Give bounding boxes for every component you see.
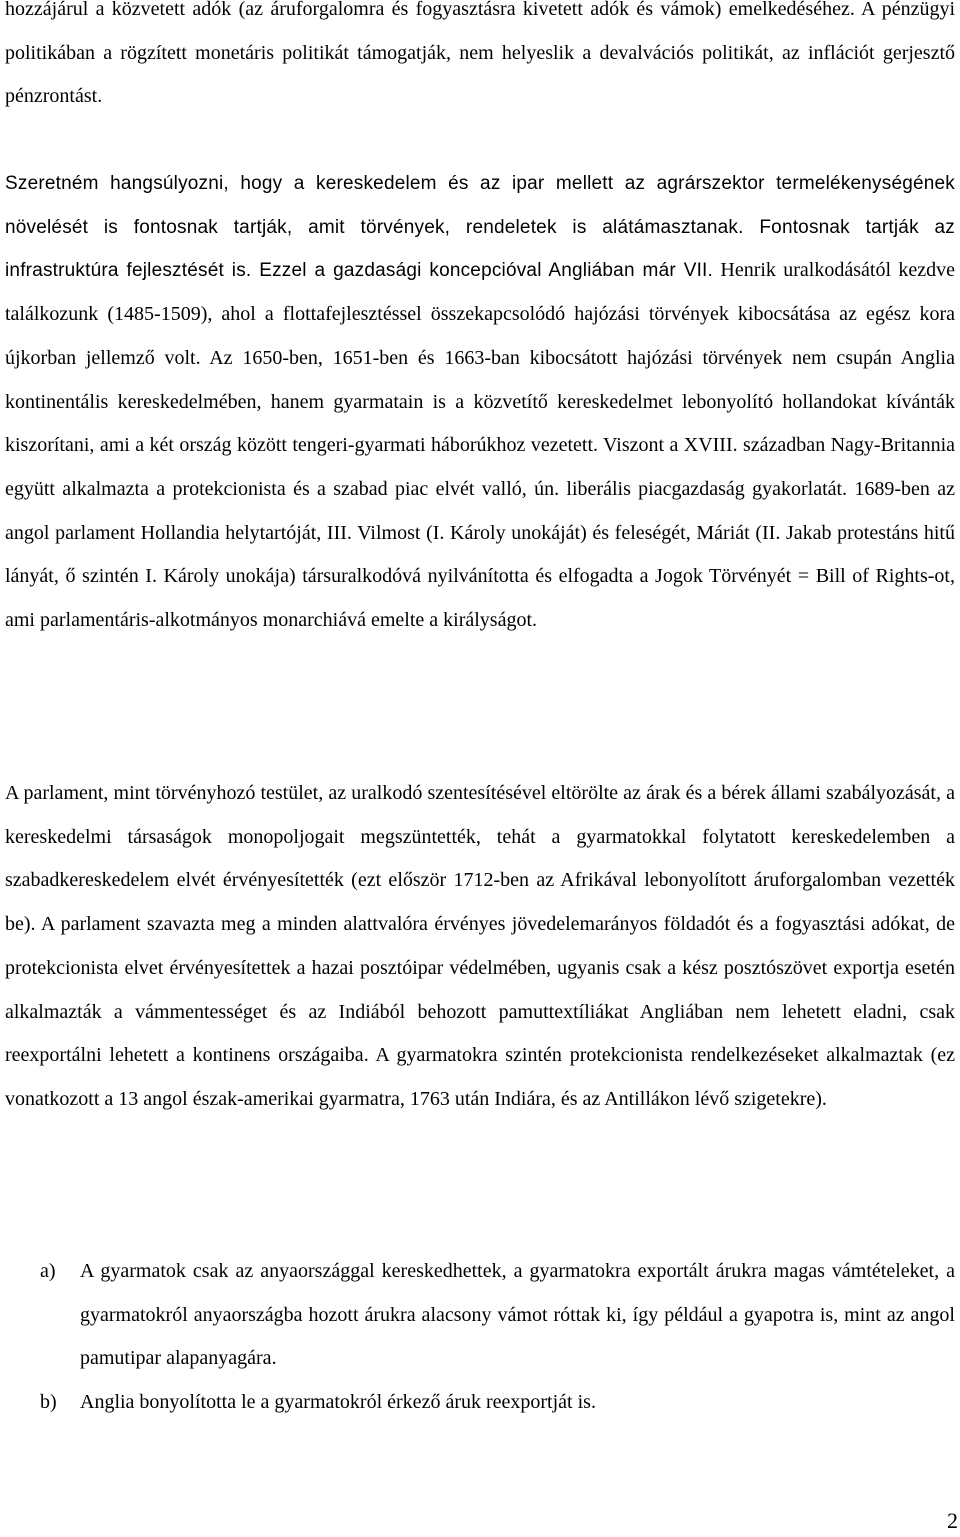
list-item-text: A gyarmatok csak az anyaországgal kereskedhettek, a gyarmatokra exportált árukra magas vámtételeket, a gyarmatokról anyaországba hozott árukra alacsony vámot róttak ki, így például a gyapotra is, mint az angol pamutipar alapanyagára.	[80, 1260, 955, 1370]
paragraph-intro: hozzájárul a közvetett adók (az áruforgalomra és fogyasztásra kivetett adók és vámok) emelkedéséhez. A pénzügyi politikában a rögzített monetáris politikát támogatják, nem helyeslik a devalvációs politikát, az inflációt gerjesztő pénzrontást.	[5, 0, 955, 108]
list-item	[5, 1250, 955, 1381]
list-marker: b)	[40, 1391, 57, 1413]
list-item	[5, 1381, 955, 1425]
paragraph-sans-segment: Szeretném hangsúlyozni, hogy a kereskedelem és az ipar mellett az agrárszektor termelékenységének növelését is fontosnak tartják, amit törvények, rendeletek is alátámasztanak. Fontosnak tartják az infrastruktúra fejlesztését is. Ezzel a gazdasági koncepcióval Angliában már VII.	[5, 173, 955, 282]
list-marker: a)	[40, 1260, 56, 1282]
paragraph-trade-history	[5, 162, 955, 643]
paragraph-parliament: A parlament, mint törvényhozó testület, az uralkodó szentesítésével eltörölte az árak és a bérek állami szabályozását, a kereskedelmi társaságok monopoljogait megszüntették, tehát a gyarmatokkal folytatott kereskedelemben a szabadkereskedelem elvét érvényesítették (ezt először 1712-ben az Afrikával lebonyolított áruforgalomban vezették be). A parlament szavazta meg a minden alattvalóra érvényes jövedelemarányos földadót és a fogyasztási adókat, de protekcionista elvet érvényesítettek a hazai posztóipar védelmében, ugyanis csak a kész posztószövet exportja esetén alkalmazták a vámmentességet és az Indiából behozott pamuttextíliákat Angliában nem lehetett eladni, csak reexportálni lehetett a kontinens országaiba. A gyarmatokra szintén protekcionista rendelkezéseket alkalmaztak (ez vonatkozott a 13 angol észak-amerikai gyarmatra, 1763 után Indiára, és az Antillákon lévő szigetekre).	[5, 782, 955, 1110]
list-item-text: Anglia bonyolította le a gyarmatokról érkező áruk reexportját is.	[80, 1391, 596, 1413]
page-number: 2	[947, 1508, 958, 1533]
paragraph-serif-segment: Henrik uralkodásától kezdve találkozunk (1485-1509), ahol a flottafejlesztéssel összekapcsolódó hajózási törvények kibocsátása az egész kora újkorban jellemző volt. Az 1650-ben, 1651-ben és 1663-ban kibocsátott hajózási törvények nem csupán Anglia kontinentális kereskedelmében, hanem gyarmatain is a közvetítő kereskedelmet lebonyolító hollandokat kívánták kiszorítani, ami a két ország között tengeri-gyarmati háborúkhoz vezetett. Viszont a XVIII. században Nagy-Britannia együtt alkalmazta a protekcionista és a szabad piac elvét valló, ún. liberális piacgazdaság gyakorlatát. 1689-ben az angol parlament Hollandia helytartóját, III. Vilmost (I. Károly unokáját) és feleségét, Máriát (II. Jakab protestáns hitű lányát, ő szintén I. Károly unokája) társuralkodóvá nyilvánította és elfogadta a Jogok Törvényét = Bill of Rights-ot, ami parlamentáris-alkotmányos monarchiává emelte a királyságot.	[5, 259, 955, 632]
